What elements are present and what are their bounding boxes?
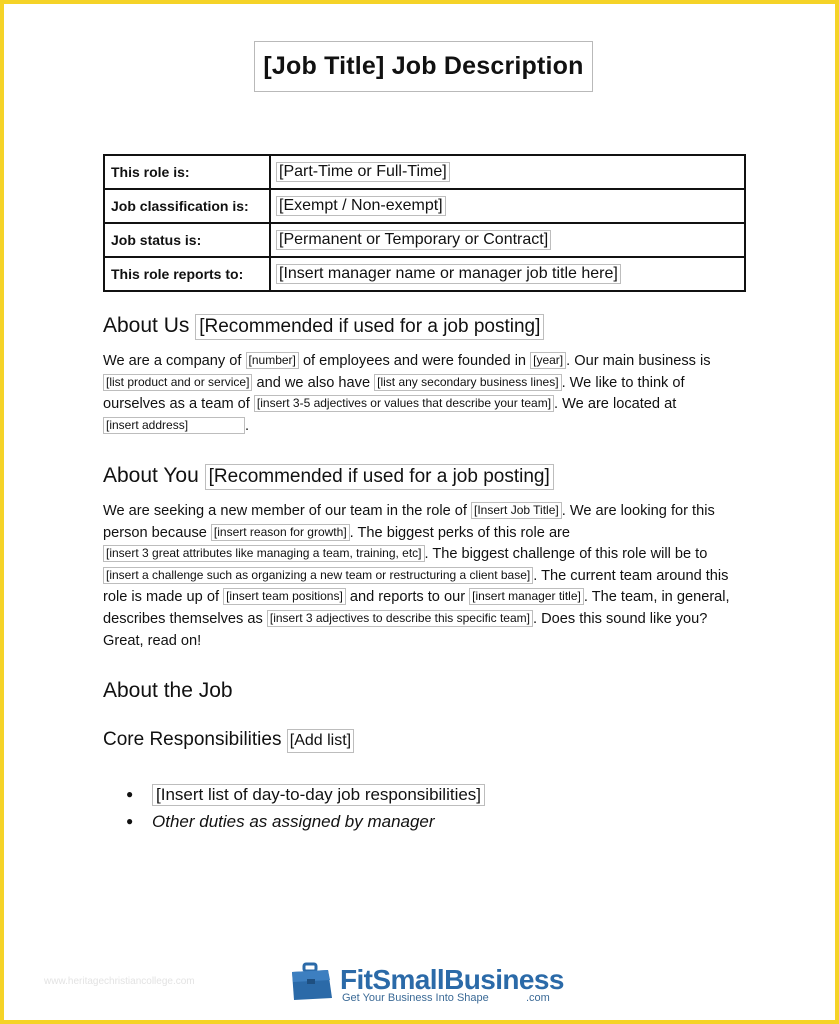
about-us-heading (103, 314, 544, 340)
text-run: . We like to think of ourselves as a team of (103, 374, 685, 413)
row-value-cell (270, 223, 745, 257)
core-responsibilities-title: Core Responsibilities (103, 729, 282, 750)
challenge-field[interactable]: [insert a challenge such as organizing a new team or restructuring a client base] (103, 567, 533, 584)
role-info-table (103, 154, 746, 292)
about-you-note-field[interactable]: [Recommended if used for a job posting] (205, 464, 554, 490)
about-us-title: About Us (103, 314, 190, 337)
address-field[interactable]: [insert address] (103, 417, 245, 434)
about-us-note-field[interactable]: [Recommended if used for a job posting] (195, 314, 544, 340)
row-value-cell (270, 189, 745, 223)
core-responsibilities-heading (103, 729, 354, 753)
about-you-heading (103, 464, 554, 490)
classification-field[interactable]: [Exempt / Non-exempt] (276, 196, 446, 216)
add-list-field[interactable]: [Add list] (287, 729, 354, 753)
row-value-cell (270, 257, 745, 291)
document-title: [Job Title] Job Description (254, 41, 593, 92)
briefcase-icon (290, 962, 334, 1002)
growth-reason-field[interactable]: [insert reason for growth] (211, 524, 350, 541)
job-title-field[interactable]: [Insert Job Title] (471, 502, 562, 519)
text-run: We are seeking a new member of our team in the role of (103, 503, 467, 519)
text-run: . The biggest perks of this role are (349, 524, 571, 541)
list-item (130, 808, 485, 835)
brand-tagline: Get Your Business Into Shape (342, 992, 489, 1004)
brand-domain: .com (526, 992, 550, 1004)
row-label: This role reports to: (104, 257, 270, 291)
reports-to-field[interactable]: [Insert manager name or manager job title here] (276, 264, 621, 284)
table-row (104, 189, 745, 223)
perks-field[interactable]: [insert 3 great attributes like managing a team, training, etc] (103, 545, 425, 562)
fitsmallbusiness-logo (290, 962, 564, 1006)
secondary-lines-field[interactable]: [list any secondary business lines] (374, 374, 561, 391)
table-row (104, 257, 745, 291)
about-you-paragraph (103, 501, 748, 652)
responsibilities-list (130, 781, 485, 835)
text-run: . We are located at (554, 396, 677, 413)
text-run: . (245, 417, 250, 434)
founded-year-field[interactable]: [year] (530, 352, 566, 369)
text-run: . The biggest challenge of this role will be to (424, 546, 708, 563)
about-job-heading: About the Job (103, 679, 233, 702)
job-status-field[interactable]: [Permanent or Temporary or Contract] (276, 230, 551, 250)
text-run: We are a company of (103, 353, 242, 369)
other-duties-text: Other duties as assigned by manager (152, 812, 435, 831)
brand-name: FitSmallBusiness (340, 964, 564, 995)
text-run: . Does this sound like you? Great, read on! (103, 610, 708, 649)
text-run: . The team, in general, describes themselves as (103, 589, 730, 627)
watermark-text: www.heritagechristiancollege.com (44, 976, 195, 987)
list-item (130, 781, 485, 808)
row-label: This role is: (104, 155, 270, 189)
manager-title-field[interactable]: [insert manager title] (469, 588, 584, 605)
about-you-title: About You (103, 464, 199, 487)
row-label: Job status is: (104, 223, 270, 257)
text-run: . We are looking for this person because (103, 503, 715, 541)
row-value-cell (270, 155, 745, 189)
team-adjectives-field[interactable]: [insert 3-5 adjectives or values that describe your team] (254, 395, 554, 412)
table-row (104, 155, 745, 189)
text-run: . Our main business is (566, 353, 711, 369)
responsibilities-field[interactable]: [Insert list of day-to-day job responsibilities] (152, 784, 485, 806)
team-self-description-field[interactable]: [insert 3 adjectives to describe this specific team] (267, 610, 533, 627)
text-run: of employees and were founded in (302, 353, 527, 369)
about-us-paragraph (103, 351, 748, 437)
text-run: and we also have (256, 374, 371, 391)
role-type-field[interactable]: [Part-Time or Full-Time] (276, 162, 450, 182)
table-row (104, 223, 745, 257)
row-label: Job classification is: (104, 189, 270, 223)
product-field[interactable]: [list product and or service] (103, 374, 252, 391)
company-size-field[interactable]: [number] (246, 352, 299, 369)
text-run: and reports to our (349, 589, 466, 606)
team-positions-field[interactable]: [insert team positions] (223, 588, 346, 605)
text-run: . The current team around this role is made up of (103, 567, 729, 606)
